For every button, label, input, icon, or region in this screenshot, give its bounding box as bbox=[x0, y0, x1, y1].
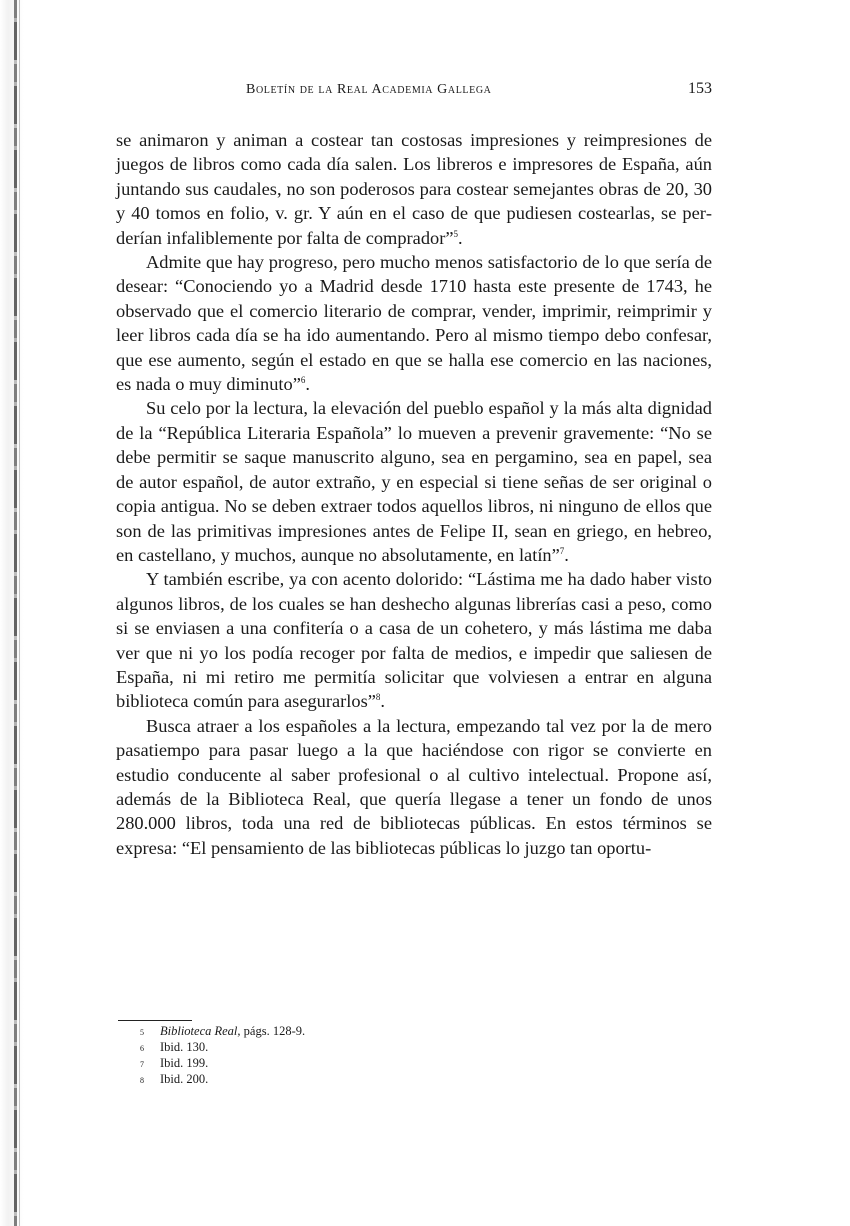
footnote-text bbox=[160, 1040, 208, 1055]
footnote-reference: 6 bbox=[300, 374, 306, 385]
footnote-rest: Ibid. 130. bbox=[160, 1040, 209, 1054]
footnote bbox=[140, 1056, 700, 1072]
running-head bbox=[116, 78, 712, 102]
paragraph-2 bbox=[116, 250, 712, 396]
footnote-text bbox=[160, 1056, 208, 1071]
paragraph-tail: . bbox=[458, 227, 463, 248]
footnote-rule bbox=[118, 1020, 192, 1021]
paragraph-tail: . bbox=[305, 374, 311, 395]
paragraph-text: Busca atraer a los españoles a la lectura, empezando tal vez por la de mero pasatiempo para pasar luego a la que haciéndose con rigor se convierte en estudio conducente al saber profesional o al cultivo intelectual. Propone así, además de la Biblioteca Real, que quería llegase a tener un fondo de unos 280.000 libros, toda una red de bibliotecas públicas. En estos términos se expresa: “El pensamiento de las bibliotecas públicas lo juzgo tan oportu- bbox=[116, 715, 712, 858]
footnote bbox=[140, 1072, 700, 1088]
footnote-rest: Ibid. 199. bbox=[160, 1056, 209, 1070]
footnote-number: 5 bbox=[140, 1028, 144, 1037]
footnote-reference: 5 bbox=[453, 228, 459, 239]
footnote-rest: Ibid. 200. bbox=[160, 1072, 209, 1086]
body-text bbox=[116, 128, 712, 860]
paragraph-4 bbox=[116, 567, 712, 713]
footnote-text bbox=[160, 1024, 305, 1039]
footnote bbox=[140, 1040, 700, 1056]
scan-edge bbox=[0, 0, 24, 1226]
paragraph-text: Su celo por la lectura, la elevación del pueblo español y la más alta dignidad de la “República Literaria Española” lo mueven a prevenir gravemente: “No se debe permitir se saque manuscrito alguno, sea en pergamino, sea en papel, sea de autor español, de autor extraño, y en especial si tiene señas de ser original o copia antigua. No se deben extraer todos aquellos libros, ni ninguno de ellos que son de las primitivas impresiones antes de Felipe II, sean en griego, en hebreo, en castellano, y muchos, aunque no absolutamente, en latín” bbox=[116, 398, 712, 565]
footnote-number: 6 bbox=[140, 1044, 144, 1053]
running-title: Boletín de la Real Academia Gallega bbox=[246, 82, 492, 97]
paragraph-tail: . bbox=[380, 691, 386, 712]
footnote-title: Biblioteca Real, bbox=[160, 1024, 241, 1038]
footnote-text bbox=[160, 1072, 208, 1087]
page-number: 153 bbox=[688, 80, 712, 97]
paragraph-text: se animaron y animan a costear tan costosas impresiones y reimpresiones de juegos de libros como cada día salen. Los libreros e impresores de España, aún juntando sus caudales, no son poderosos para costear semejantes obras de 20, 30 y 40 tomos en folio, v. gr. Y aún en el caso de que pudiesen costearlas, se perderían infaliblemente por falta de comprador” bbox=[116, 130, 712, 248]
paragraph-text: Y también escribe, ya con acento dolorido: “Lástima me ha dado haber visto algunos libros, de los cuales se han deshecho algunas librerías casi a peso, como si se enviasen a una confitería o a casa de un cohetero, y más lástima me daba ver que ni yo los podía recoger por falta de medios, e impedir que saliesen de España, ni mi retiro me permitía solicitar que volviesen a entrar en alguna biblioteca común para asegurarlos” bbox=[116, 569, 712, 712]
footnotes bbox=[140, 1024, 700, 1088]
paragraph-5 bbox=[116, 714, 712, 860]
footnote-number: 8 bbox=[140, 1076, 144, 1085]
footnote bbox=[140, 1024, 700, 1040]
footnote-rest: págs. 128-9. bbox=[240, 1024, 306, 1038]
footnote-reference: 7 bbox=[559, 545, 565, 556]
paragraph-tail: . bbox=[564, 544, 569, 565]
paragraph-3 bbox=[116, 396, 712, 567]
binding-shadow-line-thin bbox=[19, 0, 20, 1226]
binding-shadow-line bbox=[14, 0, 17, 1226]
paragraph-1 bbox=[116, 128, 712, 250]
paragraph-text: Admite que hay progreso, pero mucho menos satisfactorio de lo que sería de desear: “Conociendo yo a Madrid desde 1710 hasta este presente de 1743, he observado que el comercio literario de comprar, vender, imprimir, reimprimir y leer libros cada día se ha ido aumentando. Pero al mismo tiempo debo confesar, que ese aumento, según el estado en que se halla ese comercio en las naciones, es nada o muy diminuto” bbox=[116, 252, 712, 395]
footnote-reference: 8 bbox=[375, 692, 381, 703]
footnote-number: 7 bbox=[140, 1060, 144, 1069]
